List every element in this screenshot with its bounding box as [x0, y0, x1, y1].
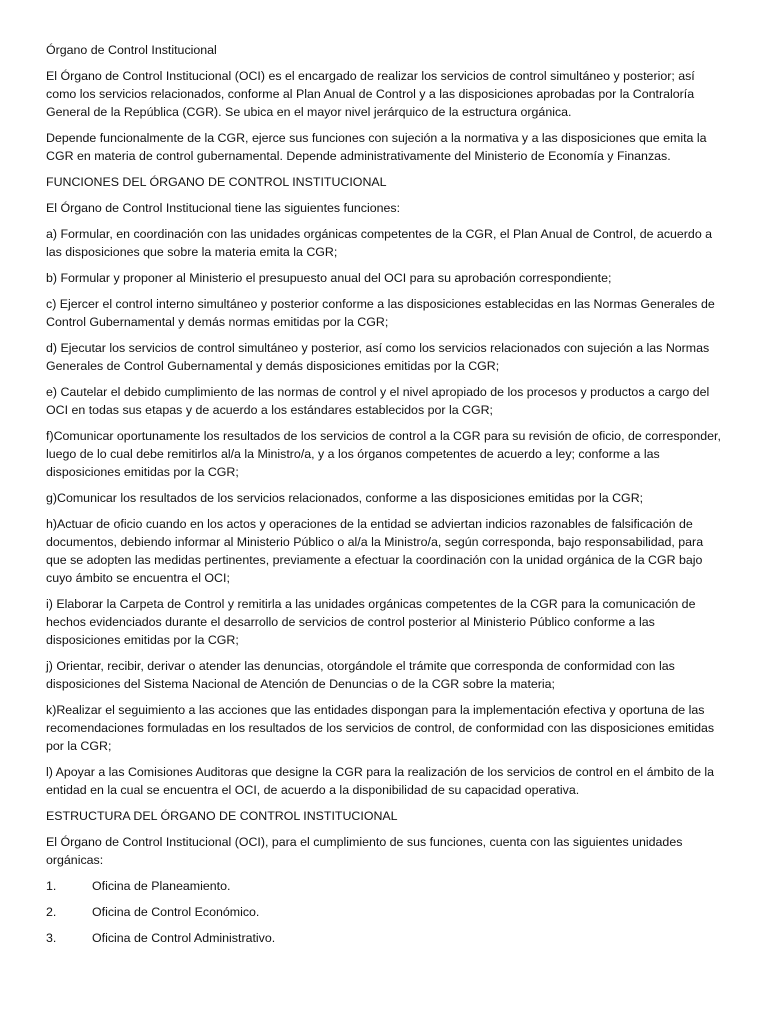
structure-heading: ESTRUCTURA DEL ÓRGANO DE CONTROL INSTITUCIONAL — [46, 809, 398, 823]
function-item-i: i) Elaborar la Carpeta de Control y remitirla a las unidades orgánicas competentes de la CGR para la comunicación de hechos evidenciados durante el desarrollo de servicios de control posterior al Ministerio Público conforme a las disposiciones emitidas por la CGR; — [46, 597, 696, 647]
unit-number: 3. — [46, 931, 57, 945]
unit-number: 1. — [46, 879, 57, 893]
function-item-l: l) Apoyar a las Comisiones Auditoras que designe la CGR para la realización de los servicios de control en el ámbito de la entidad en la cual se encuentra el OCI, de acuerdo a la disponibilidad de su capacidad operativa. — [46, 765, 715, 797]
function-item-b: b) Formular y proponer al Ministerio el presupuesto anual del OCI para su aprobación correspondiente; — [46, 271, 612, 285]
structure-intro: El Órgano de Control Institucional (OCI), para el cumplimiento de sus funciones, cuenta con las siguientes unidades orgánicas: — [46, 835, 683, 867]
functions-intro: El Órgano de Control Institucional tiene las siguientes funciones: — [46, 201, 401, 215]
function-item-c: c) Ejercer el control interno simultáneo y posterior conforme a las disposiciones establecidas en las Normas Generales de Control Gubernamental y demás normas emitidas por la CGR; — [46, 297, 715, 329]
document-title: Órgano de Control Institucional — [46, 43, 217, 57]
unit-list-item — [46, 877, 722, 895]
unit-name: Oficina de Control Económico. — [92, 905, 260, 919]
function-item-d: d) Ejecutar los servicios de control simultáneo y posterior, así como los servicios relacionados con sujeción a las Normas Generales de Control Gubernamental y demás disposiciones emitidas por la CGR; — [46, 341, 710, 373]
function-item-j: j) Orientar, recibir, derivar o atender las denuncias, otorgándole el trámite que corresponda de conformidad con las disposiciones del Sistema Nacional de Atención de Denuncias o de la CGR sobre la materia; — [46, 659, 675, 691]
unit-name: Oficina de Control Administrativo. — [92, 931, 276, 945]
functions-heading: FUNCIONES DEL ÓRGANO DE CONTROL INSTITUCIONAL — [46, 175, 387, 189]
unit-number: 2. — [46, 905, 57, 919]
unit-list-item — [46, 929, 722, 947]
function-item-k: k)Realizar el seguimiento a las acciones que las entidades dispongan para la implementación efectiva y oportuna de las recomendaciones formuladas en los resultados de los servicios de control, de conformidad con las disposiciones emitidas por la CGR; — [46, 703, 715, 753]
unit-list-item — [46, 903, 722, 921]
function-item-a: a) Formular, en coordinación con las unidades orgánicas competentes de la CGR, el Plan Anual de Control, de acuerdo a las disposiciones que sobre la materia emita la CGR; — [46, 227, 713, 259]
function-item-e: e) Cautelar el debido cumplimiento de las normas de control y el nivel apropiado de los procesos y productos a cargo del OCI en todas sus etapas y de acuerdo a los estándares establecidos por la CGR; — [46, 385, 710, 417]
function-item-f: f)Comunicar oportunamente los resultados de los servicios de control a la CGR para su revisión de oficio, de corresponder, luego de lo cual debe remitirlos al/a la Ministro/a, y a los órganos competentes de acuerdo a ley; conforme a las disposiciones emitidas por la CGR; — [46, 429, 721, 479]
intro-paragraph: El Órgano de Control Institucional (OCI) es el encargado de realizar los servicios de control simultáneo y posterior; así como los servicios relacionados, conforme al Plan Anual de Control y a las disposiciones aprobadas por la Contraloría General de la República (CGR). Se ubica en el mayor nivel jerárquico de la estructura orgánica. — [46, 69, 695, 119]
function-item-h: h)Actuar de oficio cuando en los actos y operaciones de la entidad se adviertan indicios razonables de falsificación de documentos, debiendo informar al Ministerio Público o al/a la Ministro/a, según corresponda, bajo responsabilidad, para que se adopten las medidas pertinentes, previamente a efectuar la coordinación con la unidad orgánica de la CGR bajo cuyo ámbito se encuentra el OCI; — [46, 517, 704, 585]
intro-paragraph: Depende funcionalmente de la CGR, ejerce sus funciones con sujeción a la normativa y a las disposiciones que emita la CGR en materia de control gubernamental. Depende administrativamente del Ministerio de Economía y Finanzas. — [46, 131, 707, 163]
function-item-g: g)Comunicar los resultados de los servicios relacionados, conforme a las disposiciones emitidas por la CGR; — [46, 491, 644, 505]
document-page — [46, 41, 722, 955]
unit-name: Oficina de Planeamiento. — [92, 879, 231, 893]
